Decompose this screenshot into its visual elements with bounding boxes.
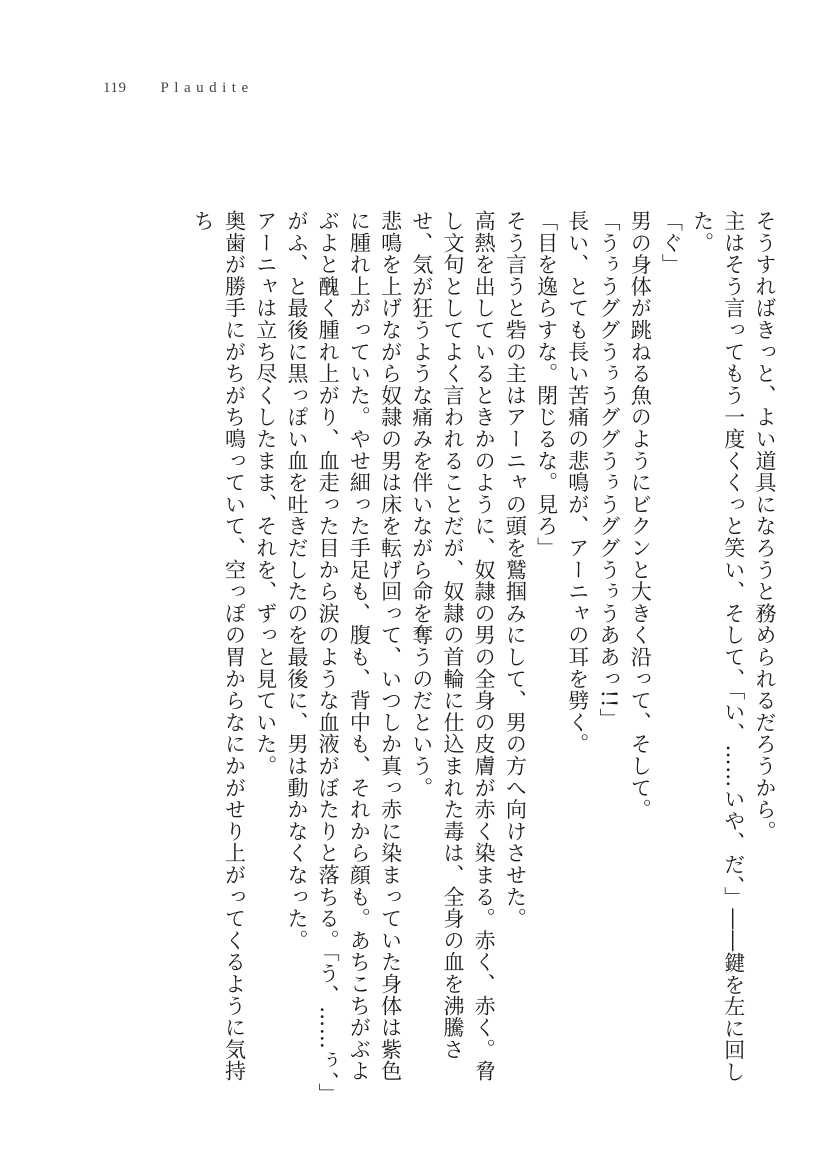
paragraph-12: 奥歯が勝手にがちがち鳴っていて、空っぽの胃からなにかがせり上がってくるように気持ち xyxy=(191,210,247,1082)
paragraph-7: 「目を逸らすな。閉じるな。見ろ」 xyxy=(534,210,559,559)
page-number: 119 xyxy=(103,79,127,96)
paragraph-2: 主はそう言ってもう一度くくっと笑い、そして、「い、……いや、だ、」――鍵を左に回した。 xyxy=(690,210,746,1083)
running-head xyxy=(103,76,254,100)
paragraph-1: そうすればきっと、よい道具になろうと務められるだろうから。 xyxy=(753,210,777,843)
paragraph-6: 長い、とても長い苦痛の悲鳴が、アーニャの耳を劈く。 xyxy=(565,210,590,755)
paragraph-8: そう言うと砦の主はアーニャの頭を鷲掴みにして、男の方へ向けさせた。 xyxy=(503,210,528,930)
book-title: Plaudite xyxy=(160,79,254,96)
paragraph-3: 「ぐ」 xyxy=(659,210,684,276)
paragraph-9: 高熱を出しているときかのように、奴隷の男の全身の皮膚が赤く染まる。赤く、赤く。脅し文句としてよく言われることだが、奴隷の首輪に仕込まれた毒は、全身の血を沸騰させ、気が狂うような痛みを伴いながら命を奪うのだという。 xyxy=(409,210,497,1082)
paragraph-11: アーニャは立ち尽くしたまま、それを、ずっと見ていた。 xyxy=(253,210,278,777)
paragraph-4: 男の身体が跳ねる魚のようにビクンと大きく沿って、そして。 xyxy=(628,210,653,821)
paragraph-5: 「うぅうググうぅうググうぅうググうぅうああっ!!」 xyxy=(596,210,621,730)
vertical-body-text xyxy=(90,210,780,1095)
paragraph-10: 悲鳴を上げながら奴隷の男は床を転げ回って、いつしか真っ赤に染まっていた身体は紫色に腫れ上がっていた。やせ細った手足も、腹も、背中も、それから顔も。あちこちがぶよぶよと醜く腫れ上がり、血走った目から涙のような血液がぼたりと落ちる。「う、……ぅ、」がふ、と最後に黒っぽい血を吐きだしたのを最後に、男は動かなくなった。 xyxy=(284,210,403,1095)
